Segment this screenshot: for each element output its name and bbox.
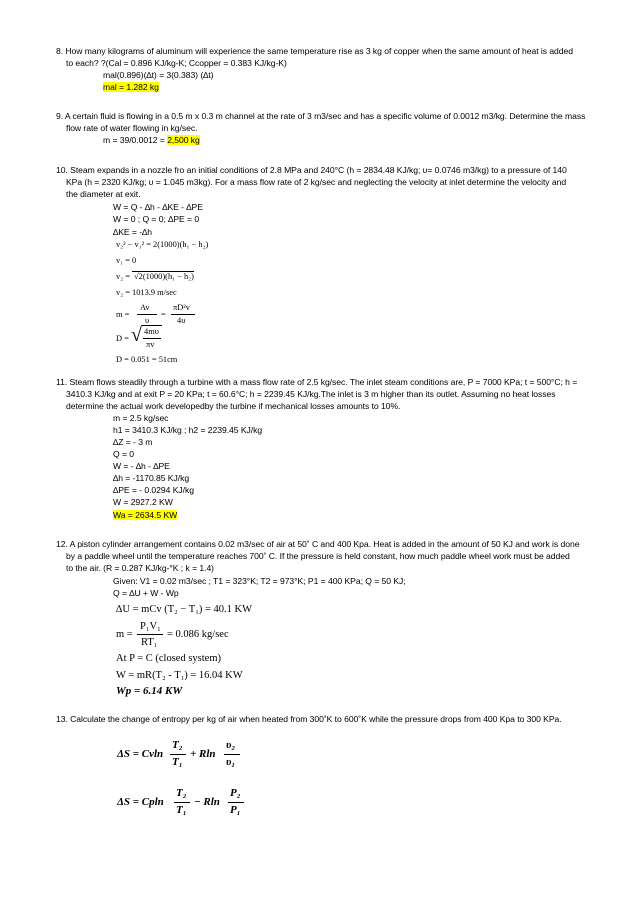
q11-step-4: Q = 0 xyxy=(113,449,135,459)
q10-eq-5-num-1: Av xyxy=(140,303,150,312)
q12-line-3: to the air. (R = 0.287 KJ/kg-°K ; k = 1.4) xyxy=(66,563,214,573)
q10-eq-3-radicand: 2(1000)(h₁ − h₂) xyxy=(138,272,194,281)
q10-step-1: W = Q - ∆h - ∆KE - ∆PE xyxy=(113,202,203,212)
q10-eq-5-num-2: πD²v xyxy=(173,303,190,312)
q10-eq-7: D = 0.051 = 51cm xyxy=(116,355,178,364)
q13-f2-mid: − Rln xyxy=(194,796,220,808)
q9-line-2: flow rate of water flowing in kg/sec. xyxy=(66,123,198,133)
q13-f1-den-2: υ₁ xyxy=(226,756,236,768)
q13-f2-num-1: T₂ xyxy=(176,787,187,799)
q12-step-2: Q = ∆U + W - Wp xyxy=(113,588,179,598)
q12-eq-2-den: RT₁ xyxy=(141,637,158,648)
q13-f1-den-1: T₁ xyxy=(172,756,183,768)
q12-line-1: 12. A piston cylinder arrangement contains 0.02 m3/sec of air at 50˚ C and 400 Kpa. Heat is added in the amount of 50 KJ and work is done xyxy=(56,539,580,549)
q9-line-1: 9. A certain fluid is flowing in a 0.5 m x 0.3 m channel at the rate of 3 m3/sec and has a specific volume of 0.0012 m3/kg. Determine the mass xyxy=(56,111,586,121)
q11-step-5: W = - ∆h - ∆PE xyxy=(113,461,170,471)
q12-eq-5: Wp = 6.14 KW xyxy=(116,685,183,697)
q13-f1-lhs: ΔS = Cvln xyxy=(117,748,164,760)
q12-eq-2-rhs: = 0.086 kg/sec xyxy=(167,629,229,640)
q11-step-1: m = 2.5 kg/sec xyxy=(113,413,169,423)
q10-step-3: ∆KE = -∆h xyxy=(113,227,152,237)
q10-eq-1: v₂² − v₁² = 2(1000)(h₁ − h₂) xyxy=(116,240,209,249)
q12-eq-2-num: P₁V₁ xyxy=(140,621,161,632)
q11-step-3: ∆Z = - 3 m xyxy=(113,437,153,447)
q9-calc: m = 39/0.0012 = xyxy=(103,135,168,145)
q13-line-1: 13. Calculate the change of entropy per kg of air when heated from 300˚K to 600˚K while the pressure drops from 400 Kpa to 300 KPa. xyxy=(56,714,562,724)
q13-f2-num-2: P₂ xyxy=(230,787,241,799)
q8-answer-highlight: mal = 1.282 kg xyxy=(103,82,159,92)
q11-step-7: ∆PE = - 0.0294 KJ/kg xyxy=(113,485,194,495)
q11-step-2: h1 = 3410.3 KJ/kg ; h2 = 2239.45 KJ/kg xyxy=(113,425,263,435)
q10-eq-5-den-2: 4υ xyxy=(177,316,186,325)
q13-f2-lhs: ΔS = Cpln xyxy=(117,796,164,808)
q13-f2-bar-1 xyxy=(174,802,190,803)
q11-step-8: W = 2927.2 KW xyxy=(113,497,173,507)
q10-line-3: the diameter at exit. xyxy=(66,189,141,199)
q13-f2-bar-2 xyxy=(228,802,244,803)
q13-f1-num-1: T₂ xyxy=(172,739,183,751)
q10-eq-6-num: 4mυ xyxy=(144,327,159,336)
q9-answer-highlight: 2,500 kg xyxy=(167,135,200,145)
q12-line-2: by a paddle wheel until the temperature reaches 700˚ C. If the pressure is held constant, how much paddle wheel work must be added xyxy=(66,551,570,561)
q10-eq-5-den-1: υ xyxy=(145,316,150,325)
q11-answer-highlight: Wa = 2634.5 KW xyxy=(113,510,178,520)
q8-line-3: mal(0.896)(∆t) = 3(0.383) (∆t) xyxy=(103,70,214,80)
q10-eq-4: v₂ = 1013.9 m/sec xyxy=(116,288,177,297)
q12-eq-1: ∆U = mCv (T₂ − T₁) = 40.1 KW xyxy=(116,604,253,615)
q10-eq-5-bar-2 xyxy=(171,314,195,315)
q12-eq-2-bar xyxy=(137,634,163,635)
q10-eq-3-lhs: v₂ = xyxy=(116,272,133,281)
q10-line-2: KPa (h = 2320 KJ/kg; υ = 1.045 m3kg). For a mass flow rate of 2 kg/sec and neglecting the velocity at inlet determine the velocity and xyxy=(66,177,567,187)
q13-f1-bar-2 xyxy=(224,754,240,755)
q10-eq-6-den: πv xyxy=(146,340,155,349)
q10-eq-6-bar xyxy=(143,338,161,339)
q8-line-2: to each? ?(Cal = 0.896 KJ/kg-K; Ccopper = 0.383 KJ/kg-K) xyxy=(66,58,287,68)
q11-line-2: 3410.3 KJ/kg and at exit P = 20 KPa; t = 60.6°C; h = 2239.45 KJ/kg.The inlet is 3 m higher than its outlet. Assuming no heat losses xyxy=(66,389,556,399)
q10-eq-5-equals: = xyxy=(161,310,166,319)
q8-line-1: 8. How many kilograms of aluminum will experience the same temperature rise as 3 kg of copper when the same amount of heat is added xyxy=(56,46,573,56)
q10-step-2: W = 0 ; Q = 0; ∆PE = 0 xyxy=(113,214,200,224)
q12-eq-2-lhs: m = xyxy=(116,629,133,640)
q10-eq-5-lhs: m = xyxy=(116,310,130,319)
q12-step-1: Given: V1 = 0.02 m3/sec ; T1 = 323°K; T2 = 973°K; P1 = 400 KPa; Q = 50 KJ; xyxy=(113,576,406,586)
q10-eq-3-sqrt: √2(1000)(h₁ − h₂) xyxy=(134,272,194,281)
q13-f2-den-2: P₁ xyxy=(230,804,241,816)
q11-answer xyxy=(113,510,177,521)
q10-eq-2: v₁ = 0 xyxy=(116,256,137,265)
q8-answer xyxy=(103,82,159,93)
q12-eq-3: At P = C (closed system) xyxy=(116,653,221,664)
q9-line-3 xyxy=(103,135,200,146)
q13-f1-num-2: υ₂ xyxy=(226,739,236,751)
q10-line-1: 10. Steam expands in a nozzle fro an initial conditions of 2.8 MPa and 240°C (h = 2834.48 KJ/kg; υ= 0.0746 m3/kg) to a pressure of 140 xyxy=(56,165,567,175)
q11-step-6: ∆h = -1170.85 KJ/kg xyxy=(113,473,190,483)
q13-f1-bar-1 xyxy=(170,754,186,755)
q12-eq-4: W = mR(T₂ - T₁) = 16.04 KW xyxy=(116,670,243,681)
q10-eq-5-bar-1 xyxy=(137,314,157,315)
q10-eq-6-radical: √ xyxy=(131,324,142,346)
q13-f2-den-1: T₁ xyxy=(176,804,187,816)
q13-f1-mid: + Rln xyxy=(190,748,216,760)
q10-eq-3 xyxy=(116,272,194,282)
q10-eq-6-overbar xyxy=(142,325,162,326)
q11-line-1: 11. Steam flows steadily through a turbine with a mass flow rate of 2.5 kg/sec. The inlet steam conditions are, P = 7000 KPa; t = 500°C; h = xyxy=(56,377,578,387)
q11-line-3: determine the actual work developedby the turbine if mechanical losses amounts to 10%. xyxy=(66,401,401,411)
q10-eq-6-lhs: D = xyxy=(116,334,129,343)
